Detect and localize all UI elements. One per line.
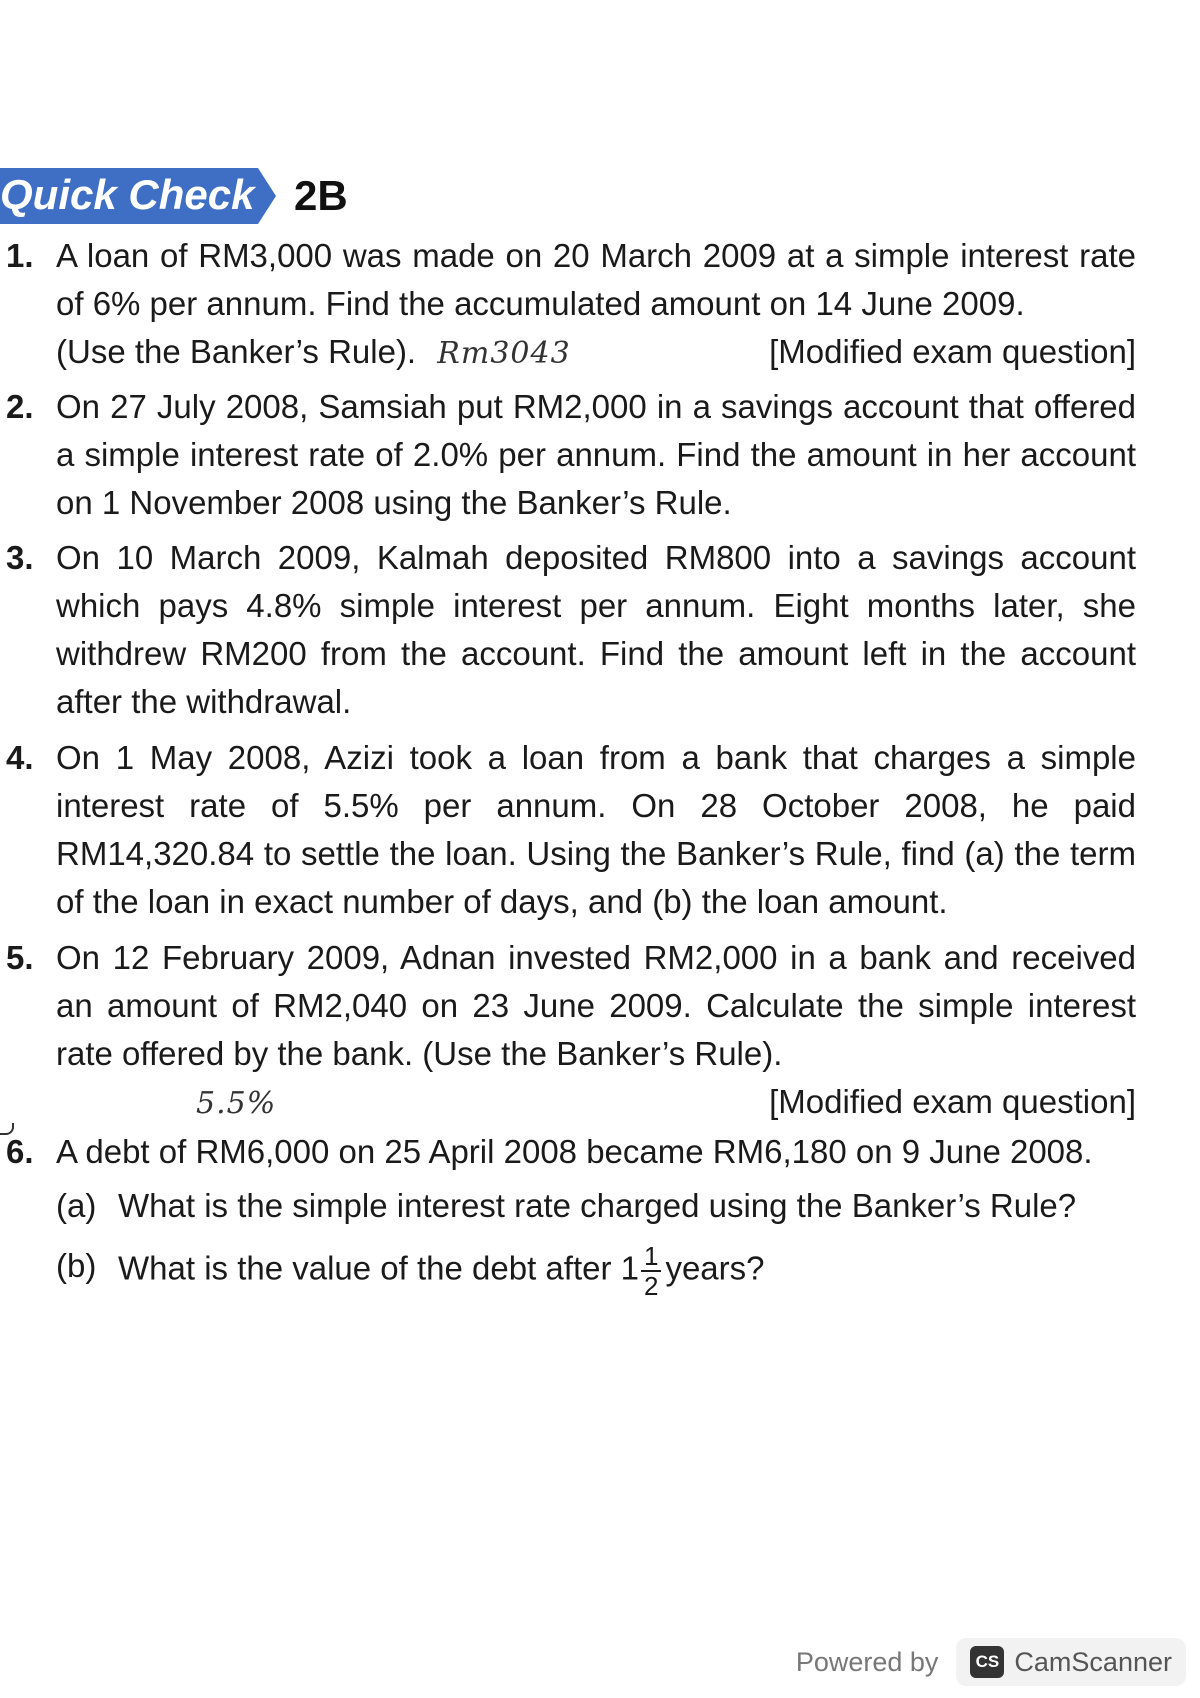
question-number: 2. — [6, 388, 34, 425]
question-text: On 12 February 2009, Adnan invested RM2,000 in a bank and received an amount of RM2,040 on 23 June 2009. Calculate the simple interest rate offered by the bank. (Use the Banker’s Rule). — [56, 939, 1136, 1072]
sub-question-b — [56, 1242, 1136, 1300]
quick-check-label: Quick Check — [0, 171, 255, 218]
sub-text: What is the simple interest rate charged using the Banker’s Rule? — [118, 1187, 1077, 1224]
sub-text-end: years? — [665, 1249, 765, 1287]
powered-by-text: Powered by — [795, 1646, 939, 1677]
question-6 — [6, 1128, 1136, 1300]
question-4 — [6, 734, 1136, 926]
question-text: A loan of RM3,000 was made on 20 March 2009 at a simple interest rate of 6% per annum. Find the accumulated amount on 14 June 2009. — [56, 237, 1136, 322]
exam-tag: [Modified exam question] — [769, 333, 1136, 370]
question-5 — [6, 934, 1136, 1128]
question-text: A debt of RM6,000 on 25 April 2008 became RM6,180 on 9 June 2008. — [56, 1133, 1093, 1170]
question-number: 3. — [6, 539, 34, 576]
camscanner-badge — [956, 1638, 1186, 1686]
sub-text: What is the value of the debt after 1 — [118, 1249, 639, 1287]
sub-label: (a) — [56, 1187, 97, 1224]
question-text: On 1 May 2008, Azizi took a loan from a bank that charges a simple interest rate of 5.5% per annum. On 28 October 2008, he paid RM14,320.84 to settle the loan. Using the Banker’s Rule, find (a) the term of the loan in exact number of days, and (b) the loan amount. — [56, 739, 1136, 920]
section-code: 2B — [294, 172, 348, 219]
sub-question-a — [56, 1182, 1136, 1230]
handwritten-answer: 5.5% — [196, 1086, 277, 1121]
question-2 — [6, 383, 1136, 527]
question-number: 6. — [6, 1133, 34, 1170]
exam-tag: [Modified exam question] — [769, 1083, 1136, 1120]
camscanner-logo-icon: CS — [970, 1646, 1004, 1678]
quick-check-badge — [0, 168, 258, 224]
handwritten-answer: Rm3043 — [437, 336, 571, 371]
quick-check-header — [0, 168, 390, 224]
camscanner-brand: CamScanner — [1014, 1646, 1172, 1677]
fraction — [641, 1242, 661, 1300]
question-text-cont: (Use the Banker’s Rule). — [56, 333, 417, 370]
fraction-denominator: 2 — [643, 1271, 659, 1301]
question-3 — [6, 534, 1136, 726]
question-1 — [6, 232, 1136, 378]
sub-label: (b) — [56, 1247, 97, 1284]
question-text: On 10 March 2009, Kalmah deposited RM800 into a savings account which pays 4.8% simple interest per annum. Eight months later, she withdrew RM200 from the account. Find the amount left in the account after the withdrawal. — [56, 539, 1136, 720]
fraction-numerator: 1 — [641, 1242, 661, 1272]
question-number: 4. — [6, 739, 34, 776]
badge-arrow-icon — [258, 168, 276, 224]
question-text: On 27 July 2008, Samsiah put RM2,000 in a savings account that offered a simple interest rate of 2.0% per annum. Find the amount in her account on 1 November 2008 using the Banker’s Rule. — [56, 388, 1136, 521]
question-number: 1. — [6, 237, 34, 274]
question-number: 5. — [6, 939, 34, 976]
camscanner-watermark — [796, 1636, 1186, 1688]
